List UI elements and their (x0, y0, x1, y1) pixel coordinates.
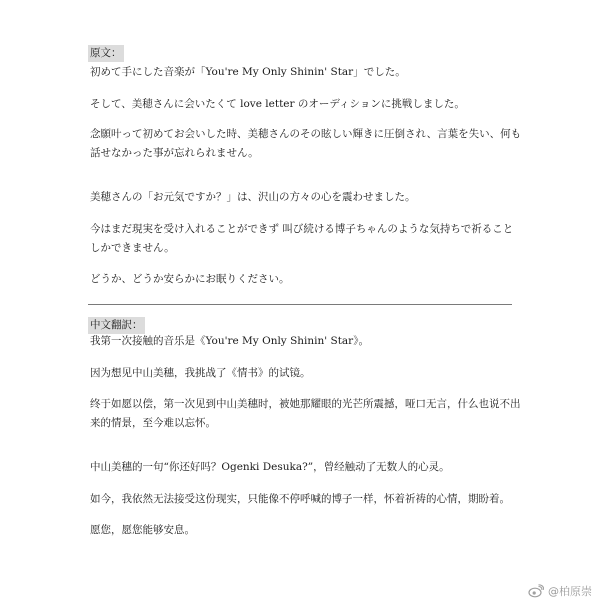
weibo-icon (528, 584, 544, 598)
watermark-handle: @柏原崇 (548, 585, 592, 598)
original-paragraph-3: 念願叶って初めてお会いした時、美穂さんのその眩しい輝きに圧倒され、言葉を失い、何も話せなかった事が忘れられません。 (90, 128, 522, 159)
translation-paragraph-6: 愿您，愿您能够安息。 (90, 524, 195, 536)
translation-paragraph-2: 因为想见中山美穗，我挑战了《情书》的试镜。 (90, 367, 311, 379)
section-divider (88, 304, 512, 305)
translation-paragraph-3: 终于如愿以偿，第一次见到中山美穗时，被她那耀眼的光芒所震撼，哑口无言，什么也说不出来的情景，至今难以忘怀。 (90, 398, 521, 429)
original-paragraph-2: そして、美穂さんに会いたくて love letter のオーディションに挑戦しました。 (90, 98, 465, 110)
translation-paragraph-1: 我第一次接触的音乐是《You're My Only Shinin' Star》。 (90, 335, 369, 347)
original-section-label: 原文： (88, 45, 124, 62)
translation-section-label: 中文翻訳： (88, 317, 145, 334)
watermark (528, 583, 592, 599)
translation-paragraph-5: 如今，我依然无法接受这份现实，只能像不停呼喊的博子一样，怀着祈祷的心情，期盼着。 (90, 493, 510, 505)
original-paragraph-6: どうか、どうか安らかにお眠りください。 (90, 273, 290, 285)
original-paragraph-5: 今はまだ現実を受け入れることができず 叫び続ける博子ちゃんのような気持ちで祈ることしかできません。 (90, 223, 514, 254)
original-paragraph-4: 美穂さんの「お元気ですか？」は、沢山の方々の心を震わせました。 (90, 191, 416, 203)
translation-paragraph-4: 中山美穗的一句“你还好吗？Ogenki Desuka?”，曾经触动了无数人的心灵。 (90, 461, 450, 473)
original-paragraph-1: 初めて手にした音楽が「You're My Only Shinin' Star」でした。 (90, 66, 406, 78)
